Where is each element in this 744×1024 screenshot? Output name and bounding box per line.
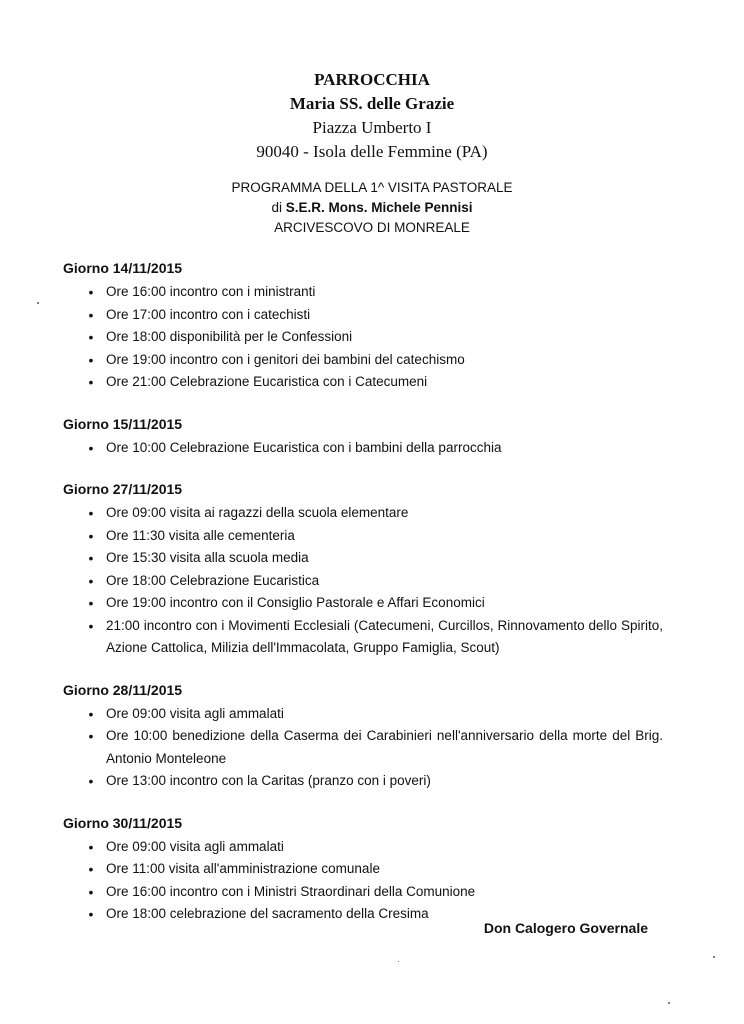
- bullet-icon: •: [88, 351, 94, 368]
- parish-city: 90040 - Isola delle Femmine (PA): [256, 142, 488, 161]
- list-item: [63, 547, 663, 570]
- item-text: Ore 16:00 incontro con i ministranti: [106, 284, 316, 299]
- bullet-icon: •: [88, 883, 94, 900]
- item-text: Ore 13:00 incontro con la Caritas (pranzo con i poveri): [106, 773, 431, 788]
- day-section: [63, 414, 663, 460]
- day-items: [63, 502, 663, 660]
- item-text: Ore 11:30 visita alle cementeria: [106, 527, 295, 543]
- bullet-icon: •: [88, 572, 94, 589]
- bullet-icon: •: [88, 329, 94, 345]
- day-items: [63, 836, 663, 926]
- scan-speck: [37, 302, 39, 304]
- day-title: Giorno 15/11/2015: [63, 415, 183, 432]
- item-text: Ore 10:00 Celebrazione Eucaristica con i bambini della parrocchia: [106, 439, 502, 455]
- bullet-icon: •: [88, 306, 94, 323]
- day-items: [63, 703, 663, 793]
- bullet-icon: •: [88, 773, 94, 789]
- bullet-icon: •: [88, 906, 94, 922]
- item-text: Ore 19:00 incontro con il Consiglio Pastorale e Affari Economici: [106, 595, 485, 610]
- scan-speck: [398, 961, 399, 962]
- item-text: Ore 09:00 visita agli ammalati: [106, 838, 284, 854]
- schedule: [63, 258, 663, 946]
- item-text: Ore 09:00 visita agli ammalati: [106, 705, 284, 721]
- item-text: Ore 10:00 benedizione della Caserma dei Carabinieri nell'anniversario della morte del Brig. Antonio Monteleone: [106, 728, 663, 766]
- program-heading: [0, 178, 744, 238]
- item-text: Ore 18:00 celebrazione del sacramento della Cresima: [106, 906, 429, 921]
- parish-address: Piazza Umberto I: [312, 118, 432, 137]
- item-text: Ore 16:00 incontro con i Ministri Straordinari della Comunione: [106, 883, 476, 899]
- list-item: [63, 437, 663, 460]
- parish-name: Maria SS. delle Grazie: [289, 94, 455, 113]
- list-item: [63, 281, 663, 304]
- list-item: [63, 371, 663, 394]
- list-item: [63, 703, 663, 726]
- day-title: Giorno 14/11/2015: [63, 260, 183, 276]
- item-text: Ore 11:00 visita all'amministrazione comunale: [106, 861, 380, 876]
- scan-speck: [668, 1002, 670, 1004]
- list-item: [63, 570, 663, 593]
- list-item: [63, 304, 663, 327]
- signature: Don Calogero Governale: [483, 920, 648, 936]
- list-item: [63, 349, 663, 372]
- day-items: [63, 437, 663, 460]
- bullet-icon: •: [88, 374, 94, 390]
- day-section: [63, 813, 663, 926]
- item-text: Ore 17:00 incontro con i catechisti: [106, 306, 311, 322]
- list-item: [63, 858, 663, 881]
- bullet-icon: •: [88, 861, 94, 877]
- bullet-icon: •: [88, 705, 94, 722]
- list-item: [63, 770, 663, 793]
- item-text: Ore 09:00 visita ai ragazzi della scuola elementare: [106, 505, 409, 520]
- day-items: [63, 281, 663, 394]
- list-item: [63, 592, 663, 615]
- parish-header: [0, 68, 744, 164]
- day-title: Giorno 27/11/2015: [63, 481, 183, 497]
- item-text: Ore 21:00 Celebrazione Eucaristica con i Catecumeni: [106, 374, 428, 389]
- item-text: Ore 18:00 disponibilità per le Confessioni: [106, 329, 353, 344]
- day-title: Giorno 30/11/2015: [63, 814, 183, 831]
- program-title: PROGRAMMA DELLA 1^ VISITA PASTORALE: [231, 180, 513, 195]
- program-bishop-line: [0, 198, 744, 218]
- list-item: [63, 836, 663, 859]
- bullet-icon: •: [88, 550, 94, 566]
- item-text: Ore 18:00 Celebrazione Eucaristica: [106, 572, 320, 588]
- program-bishop-prefix: di: [271, 200, 286, 215]
- program-bishop-name: S.E.R. Mons. Michele Pennisi: [285, 200, 473, 215]
- bullet-icon: •: [88, 439, 94, 456]
- parish-title: PARROCCHIA: [314, 70, 430, 89]
- list-item: [63, 326, 663, 349]
- bullet-icon: •: [88, 617, 94, 634]
- list-item: [63, 725, 663, 770]
- list-item: [63, 881, 663, 904]
- day-section: [63, 479, 663, 660]
- bullet-icon: •: [88, 838, 94, 855]
- bullet-icon: •: [88, 284, 94, 300]
- bullet-icon: •: [88, 505, 94, 521]
- item-text: 21:00 incontro con i Movimenti Ecclesiali (Catecumeni, Curcillos, Rinnovamento dello Spirito, Azione Cattolica, Milizia dell'Immacolata, Gruppo Famiglia, Scout): [106, 617, 663, 655]
- day-section: [63, 258, 663, 394]
- day-title: Giorno 28/11/2015: [63, 681, 183, 698]
- item-text: Ore 15:30 visita alla scuola media: [106, 550, 309, 565]
- program-archdiocese: ARCIVESCOVO DI MONREALE: [274, 220, 470, 235]
- day-section: [63, 680, 663, 793]
- bullet-icon: •: [88, 527, 94, 544]
- list-item: [63, 502, 663, 525]
- bullet-icon: •: [88, 728, 94, 744]
- item-text: Ore 19:00 incontro con i genitori dei bambini del catechismo: [106, 351, 465, 367]
- list-item: [63, 525, 663, 548]
- scan-speck: [713, 956, 715, 958]
- bullet-icon: •: [88, 595, 94, 611]
- list-item: [63, 615, 663, 660]
